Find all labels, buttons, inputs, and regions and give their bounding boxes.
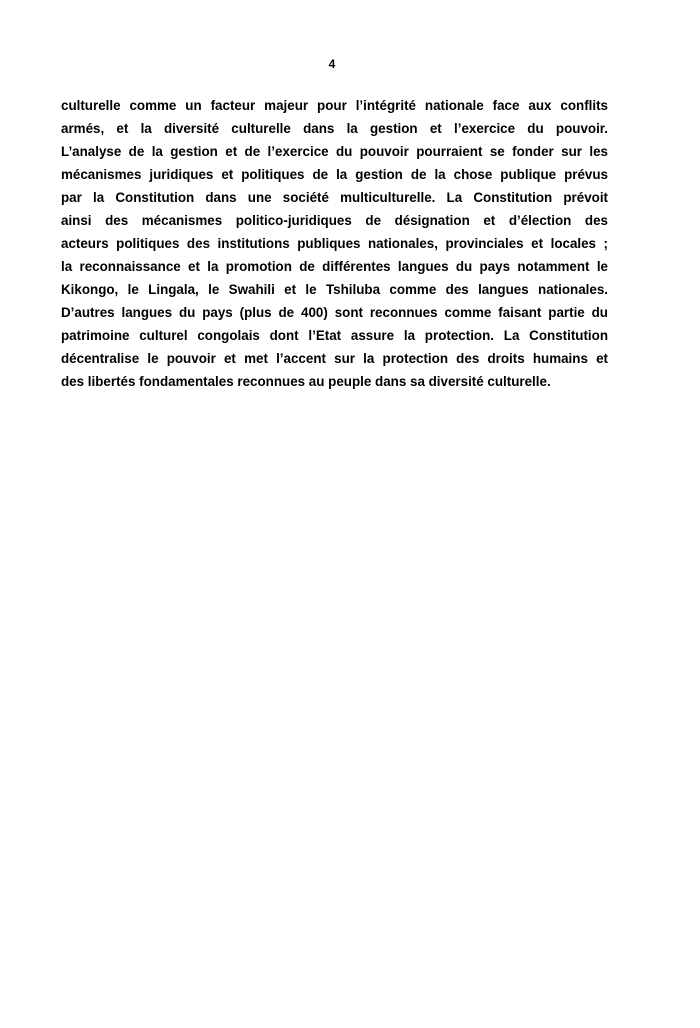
paragraph-line: par la Constitution dans une société multiculturelle. La Constitution prévoit	[61, 190, 608, 205]
body-paragraph	[61, 94, 608, 393]
paragraph-line: décentralise le pouvoir et met l’accent sur la protection des droits humains et	[61, 351, 608, 366]
page-number: 4	[328, 57, 336, 71]
paragraph-line: culturelle comme un facteur majeur pour l’intégrité nationale face aux conflits	[61, 98, 608, 113]
paragraph-line: L’analyse de la gestion et de l’exercice du pouvoir pourraient se fonder sur les	[61, 144, 608, 159]
paragraph-line: mécanismes juridiques et politiques de la gestion de la chose publique prévus	[61, 167, 608, 182]
paragraph-line: des libertés fondamentales reconnues au peuple dans sa diversité culturelle.	[61, 374, 551, 389]
paragraph-line: D’autres langues du pays (plus de 400) sont reconnues comme faisant partie du	[61, 305, 608, 320]
paragraph-line: Kikongo, le Lingala, le Swahili et le Tshiluba comme des langues nationales.	[61, 282, 608, 297]
paragraph-line: acteurs politiques des institutions publiques nationales, provinciales et locales ;	[61, 236, 608, 251]
paragraph-line: ainsi des mécanismes politico-juridiques de désignation et d’élection des	[61, 213, 608, 228]
paragraph-line: patrimoine culturel congolais dont l’Etat assure la protection. La Constitution	[61, 328, 608, 343]
paragraph-line: la reconnaissance et la promotion de différentes langues du pays notamment le	[61, 259, 608, 274]
paragraph-line: armés, et la diversité culturelle dans la gestion et l’exercice du pouvoir.	[61, 121, 608, 136]
